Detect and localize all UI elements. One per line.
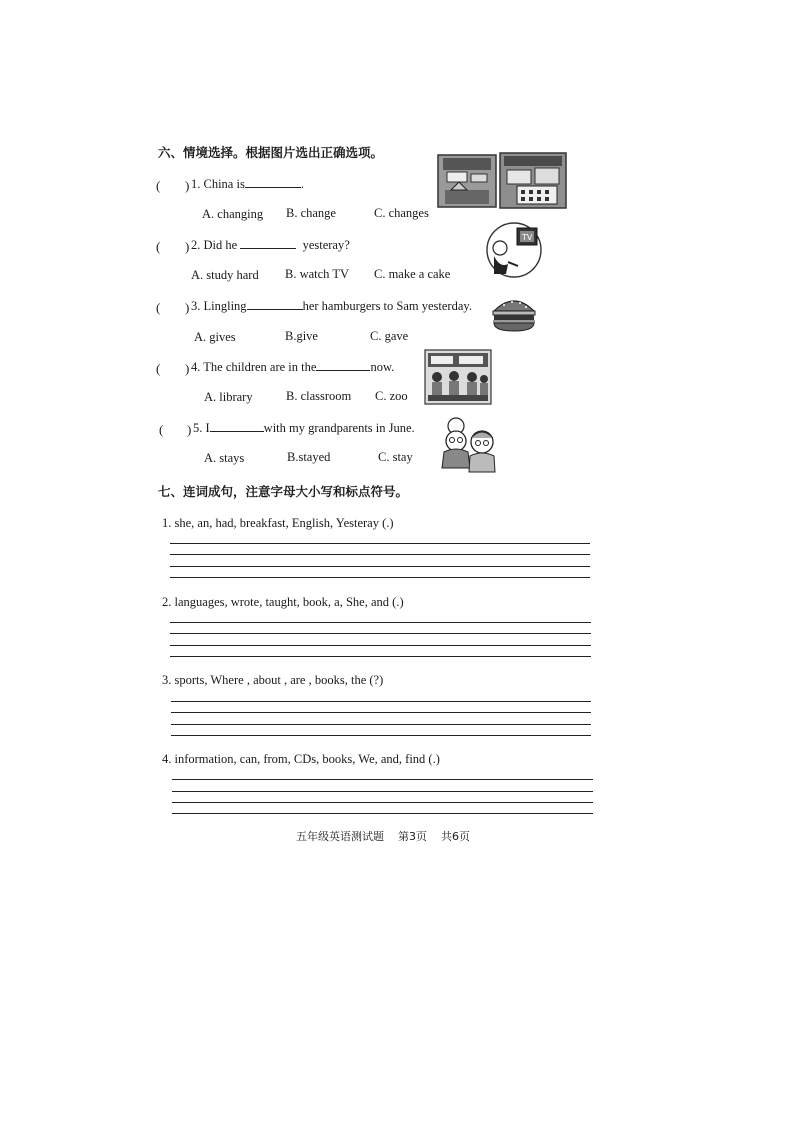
answer-line[interactable]: [171, 724, 591, 725]
option-c: C. gave: [370, 329, 409, 343]
answer-line[interactable]: [170, 656, 591, 657]
question-number: 1.: [191, 177, 201, 191]
classroom-children-picture: [424, 349, 492, 405]
section-6-heading: 六、情境选择。根据图片选出正确选项。: [158, 145, 384, 160]
answer-line[interactable]: [171, 735, 591, 736]
answer-paren-close: ): [187, 422, 192, 437]
question-number: 3.: [191, 299, 201, 313]
fill-blank[interactable]: [316, 360, 370, 371]
answer-paren-open: (: [156, 178, 161, 193]
question-text: [191, 299, 472, 314]
question-number: 2.: [191, 238, 201, 252]
question-text: [191, 177, 304, 192]
answer-line[interactable]: [170, 622, 591, 623]
option-a: A. gives: [194, 330, 236, 344]
answer-line[interactable]: [170, 566, 590, 567]
option-a: A. study hard: [191, 268, 259, 282]
fill-blank[interactable]: [247, 299, 303, 310]
option-a: A. changing: [202, 207, 264, 221]
question-number: 4.: [191, 360, 201, 374]
footer-title: 五年级英语测试题: [296, 830, 384, 843]
question-stem-before: Did he: [203, 238, 238, 252]
answer-paren-close: ): [185, 361, 190, 376]
question-stem-after: now.: [370, 360, 395, 374]
section-7-heading: 七、连词成句，注意字母大小写和标点符号。: [158, 484, 409, 499]
question-text: [191, 360, 394, 375]
answer-line[interactable]: [171, 712, 591, 713]
footer-total-pages: 共6页: [441, 830, 470, 843]
city-change-picture: [437, 152, 569, 210]
page-footer: [296, 828, 470, 844]
fill-blank[interactable]: [210, 421, 264, 432]
answer-line[interactable]: [171, 701, 591, 702]
question-text: [191, 238, 350, 253]
answer-line[interactable]: [172, 791, 593, 792]
question-stem-after: .: [300, 177, 304, 191]
option-a: A. stays: [204, 451, 245, 465]
answer-paren-open: (: [159, 422, 164, 437]
word-prompt: 1. she, an, had, breakfast, English, Yesteray (.): [162, 516, 394, 530]
fill-blank[interactable]: [245, 177, 301, 188]
answer-paren-open: (: [156, 300, 161, 315]
answer-line[interactable]: [170, 554, 590, 555]
word-prompt: 2. languages, wrote, taught, book, a, She, and (.): [162, 595, 404, 609]
answer-paren-open: (: [156, 239, 161, 254]
answer-line[interactable]: [172, 802, 593, 803]
option-a: A. library: [204, 390, 253, 404]
answer-line[interactable]: [170, 577, 590, 578]
question-stem-after: yesteray?: [302, 238, 350, 252]
question-stem-after: with my grandparents in June.: [263, 421, 415, 435]
question-stem-before: The children are in the: [203, 360, 317, 374]
answer-line[interactable]: [170, 645, 591, 646]
option-c: C. zoo: [375, 389, 408, 403]
boy-watching-tv-picture: [484, 220, 544, 278]
fill-blank[interactable]: [240, 238, 296, 249]
option-b: B. watch TV: [285, 267, 349, 281]
question-number: 5.: [193, 421, 203, 435]
word-prompt: 3. sports, Where , about , are , books, the (?): [162, 673, 384, 687]
word-prompt: 4. information, can, from, CDs, books, We, and, find (.): [162, 752, 440, 766]
option-b: B. classroom: [286, 389, 352, 403]
hamburger-picture: [490, 295, 538, 333]
option-c: C. make a cake: [374, 267, 451, 281]
question-stem-before: China is: [203, 177, 245, 191]
option-c: C. changes: [374, 206, 429, 220]
answer-line[interactable]: [172, 813, 593, 814]
option-b: B.stayed: [287, 450, 331, 464]
answer-paren-close: ): [185, 300, 190, 315]
option-c: C. stay: [378, 450, 413, 464]
answer-paren-open: (: [156, 361, 161, 376]
grandparents-picture: [439, 416, 497, 474]
question-stem-after: her hamburgers to Sam yesterday.: [302, 299, 472, 313]
answer-paren-close: ): [185, 178, 190, 193]
answer-line[interactable]: [172, 779, 593, 780]
answer-paren-close: ): [185, 239, 190, 254]
question-text: [193, 421, 415, 436]
footer-page-number: 第3页: [398, 830, 427, 843]
answer-line[interactable]: [170, 633, 591, 634]
svg-text:TV: TV: [522, 233, 533, 242]
question-stem-before: I: [205, 421, 210, 435]
question-stem-before: Lingling: [203, 299, 247, 313]
option-b: B. change: [286, 206, 336, 220]
answer-line[interactable]: [170, 543, 590, 544]
option-b: B.give: [285, 329, 318, 343]
